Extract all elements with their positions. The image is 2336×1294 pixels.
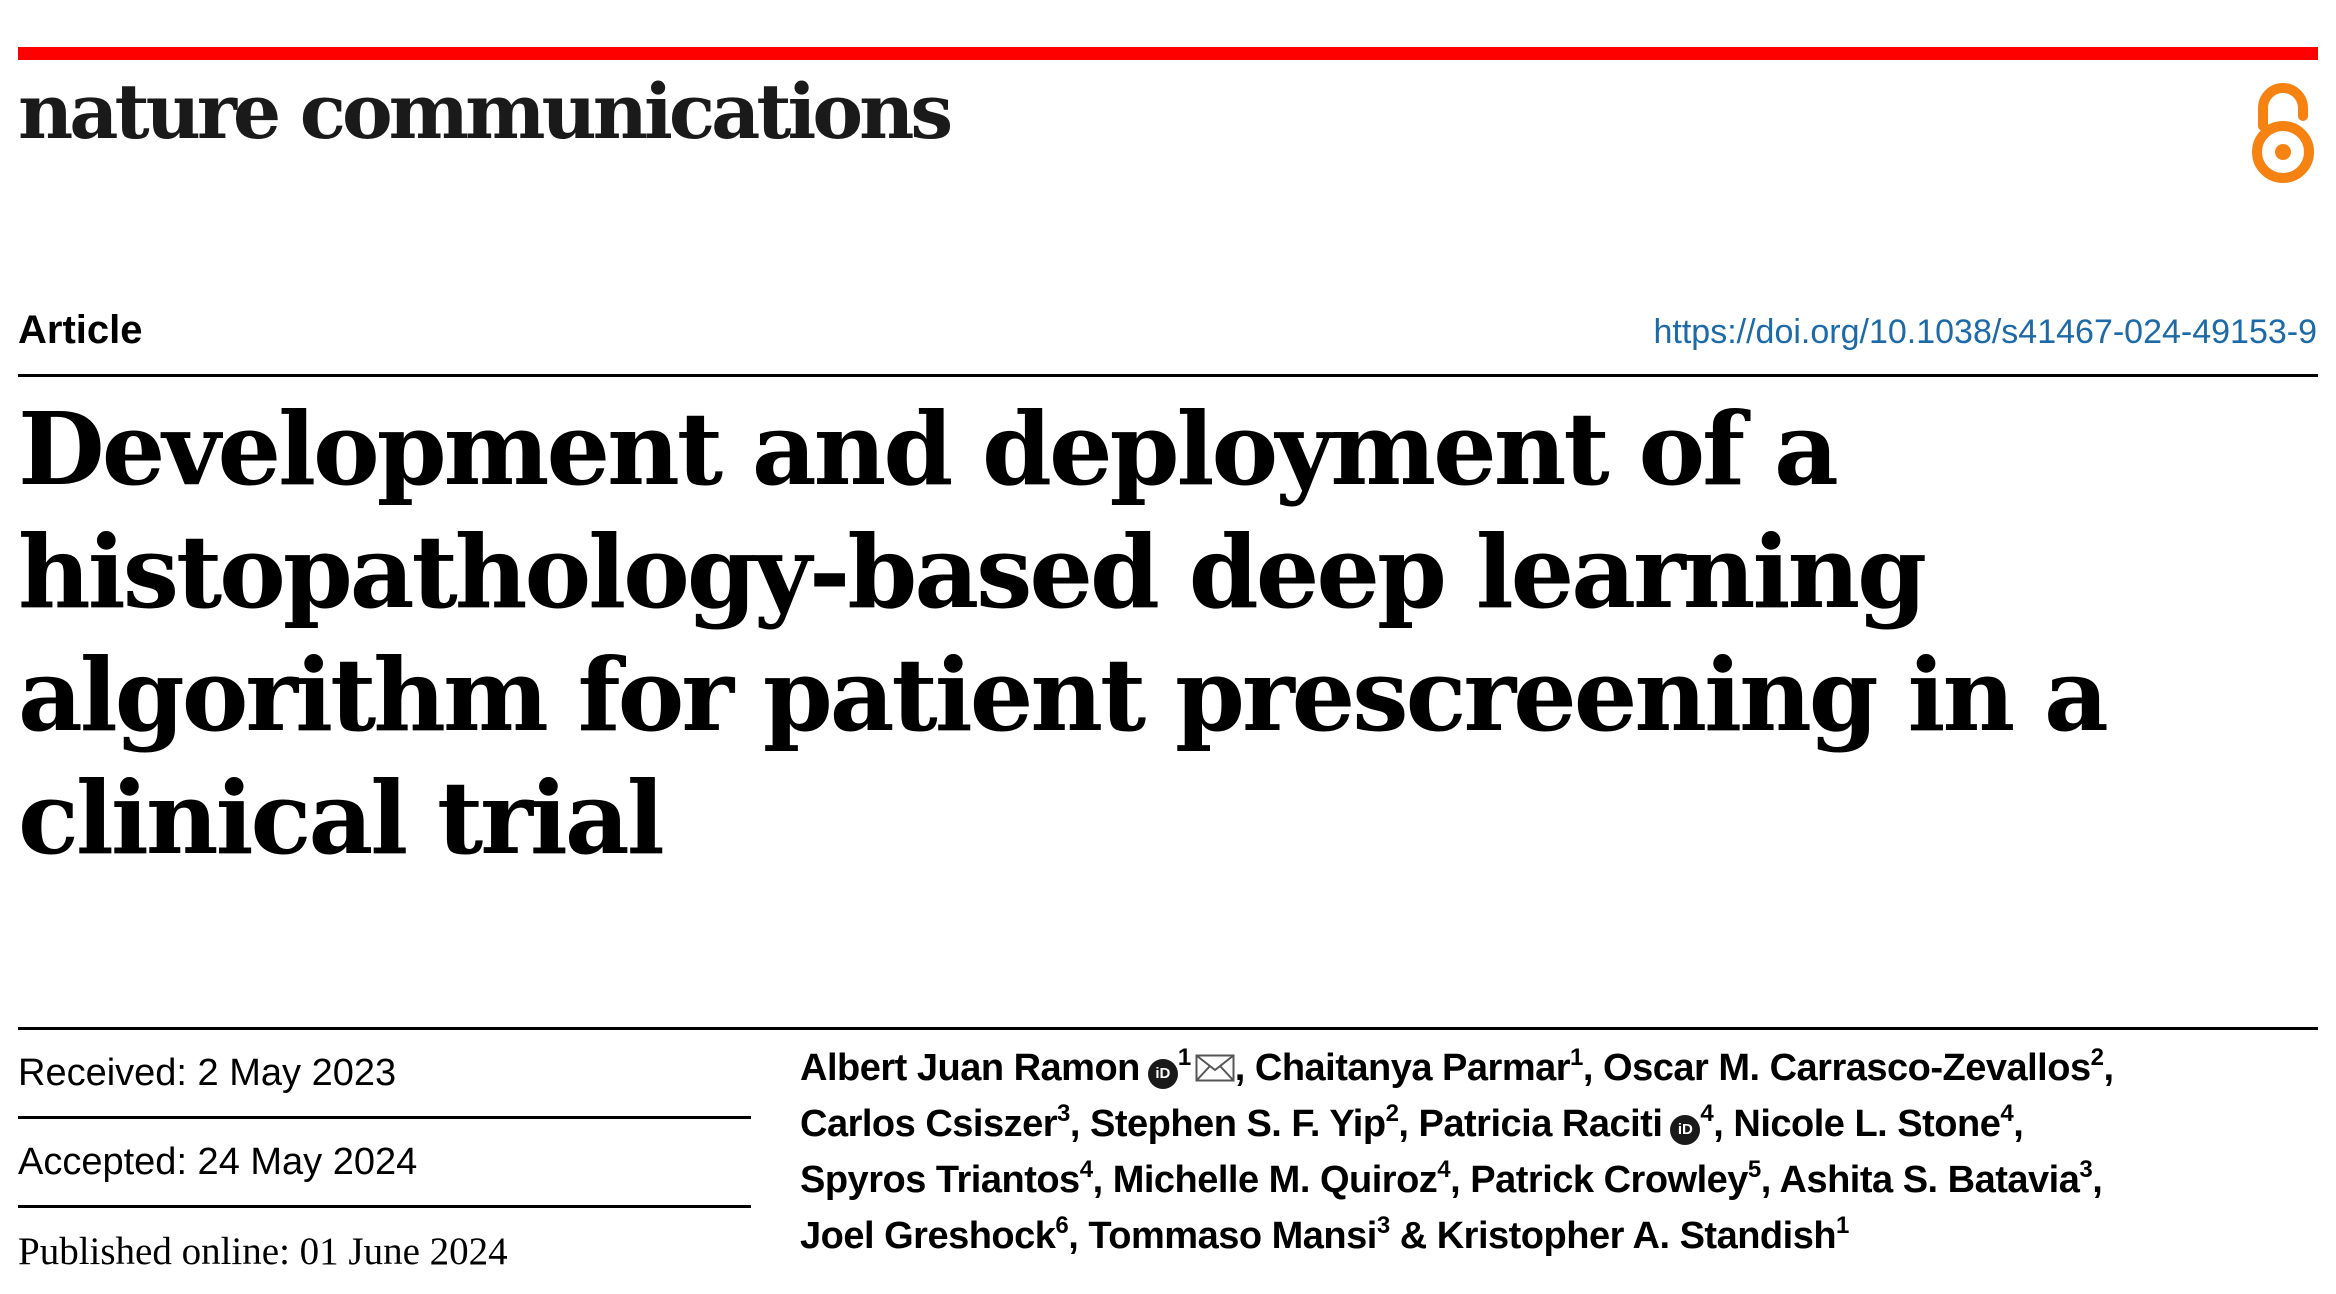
published-date: Published online: 01 June 2024 bbox=[18, 1229, 508, 1273]
affiliation-marker: 4 bbox=[2000, 1100, 2014, 1127]
author-name[interactable]: Chaitanya Parmar bbox=[1254, 1047, 1571, 1089]
author-separator: , bbox=[1234, 1047, 1255, 1089]
affiliation-marker: 6 bbox=[1055, 1212, 1069, 1239]
author-name[interactable]: Albert Juan Ramon bbox=[800, 1047, 1140, 1089]
affiliation-marker: 1 bbox=[1836, 1212, 1849, 1239]
affiliation-marker: 4 bbox=[1079, 1156, 1093, 1183]
author-separator: , bbox=[1092, 1159, 1113, 1201]
author-separator: , bbox=[1450, 1159, 1471, 1201]
author-name[interactable]: Patrick Crowley bbox=[1470, 1159, 1748, 1201]
author-list bbox=[800, 1040, 2320, 1264]
author-name[interactable]: Spyros Triantos bbox=[800, 1159, 1080, 1201]
author-separator: , bbox=[2092, 1159, 2103, 1201]
orcid-icon[interactable]: iD bbox=[1148, 1059, 1178, 1089]
author-name[interactable]: Kristopher A. Standish bbox=[1436, 1215, 1837, 1257]
author-name[interactable]: Joel Greshock bbox=[800, 1215, 1056, 1257]
author-separator: , bbox=[1713, 1103, 1734, 1145]
author-name[interactable]: Nicole L. Stone bbox=[1733, 1103, 2001, 1145]
accepted-date: Accepted: 24 May 2024 bbox=[18, 1140, 418, 1183]
affiliation-marker: 3 bbox=[1376, 1212, 1390, 1239]
affiliation-marker: 4 bbox=[1437, 1156, 1451, 1183]
doi-link[interactable]: https://doi.org/10.1038/s41467-024-49153-9 bbox=[1653, 313, 2317, 351]
article-type-label: Article bbox=[18, 308, 143, 352]
author-name[interactable]: Tommaso Mansi bbox=[1088, 1215, 1377, 1257]
affiliation-marker: 4 bbox=[1700, 1100, 1714, 1127]
title-line: histopathology-based deep learning bbox=[18, 513, 1925, 631]
title-line: algorithm for patient prescreening in a bbox=[18, 636, 2106, 754]
affiliation-marker: 2 bbox=[2090, 1044, 2104, 1071]
title-rule bbox=[18, 374, 2318, 377]
email-icon[interactable] bbox=[1195, 1054, 1235, 1082]
article-title bbox=[18, 388, 2298, 880]
author-name[interactable]: Michelle M. Quiroz bbox=[1112, 1159, 1438, 1201]
author-separator: , bbox=[1760, 1159, 1780, 1201]
affiliation-marker: 3 bbox=[1057, 1100, 1070, 1127]
affiliation-marker: 1 bbox=[1177, 1044, 1191, 1071]
open-access-lock-icon[interactable] bbox=[2248, 76, 2318, 186]
title-line: clinical trial bbox=[18, 759, 662, 877]
author-separator: , bbox=[1582, 1047, 1604, 1089]
orcid-icon[interactable]: iD bbox=[1670, 1115, 1700, 1145]
received-date: Received: 2 May 2023 bbox=[18, 1051, 397, 1094]
author-separator: , bbox=[2013, 1103, 2024, 1145]
journal-accent-bar bbox=[18, 47, 2318, 60]
author-separator: , bbox=[1069, 1103, 1090, 1145]
author-name[interactable]: Oscar M. Carrasco-Zevallos bbox=[1603, 1047, 2091, 1089]
title-line: Development and deployment of a bbox=[18, 390, 1836, 508]
publication-dates bbox=[18, 1030, 751, 1294]
author-separator: , bbox=[1068, 1215, 1089, 1257]
author-separator: , bbox=[1398, 1103, 1419, 1145]
author-separator: , bbox=[2103, 1047, 2114, 1089]
journal-name: nature communications bbox=[18, 67, 950, 156]
author-name[interactable]: Stephen S. F. Yip bbox=[1090, 1103, 1386, 1145]
author-name[interactable]: Ashita S. Batavia bbox=[1779, 1159, 2080, 1201]
affiliation-marker: 2 bbox=[1385, 1100, 1399, 1127]
affiliation-marker: 5 bbox=[1747, 1156, 1761, 1183]
affiliation-marker: 1 bbox=[1570, 1044, 1583, 1071]
author-name[interactable]: Carlos Csiszer bbox=[800, 1103, 1058, 1145]
author-name[interactable]: Patricia Raciti bbox=[1418, 1103, 1663, 1145]
affiliation-marker: 3 bbox=[2079, 1156, 2093, 1183]
author-separator: & bbox=[1389, 1215, 1437, 1257]
